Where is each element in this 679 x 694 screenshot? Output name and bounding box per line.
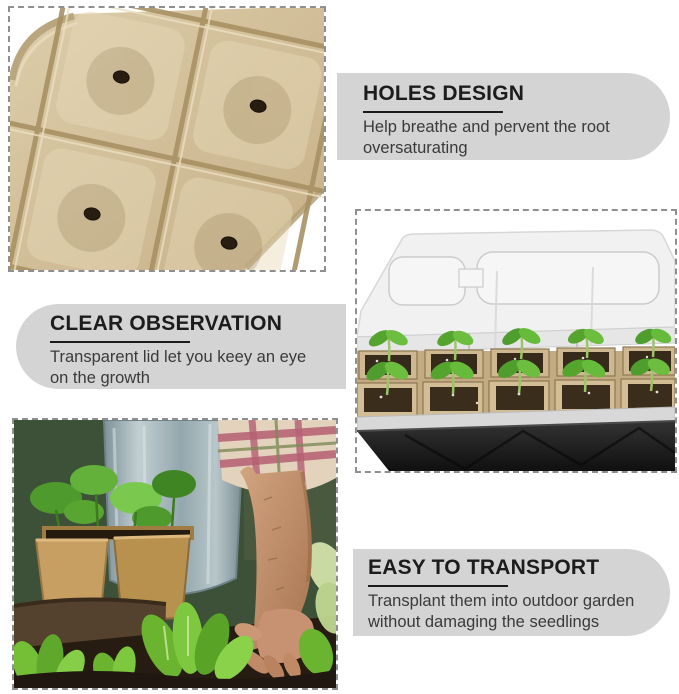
peat-pots	[357, 347, 675, 417]
title-underline	[368, 585, 508, 587]
black-base	[357, 421, 675, 471]
pulp-tray-illustration	[10, 8, 324, 270]
feature-title: HOLES DESIGN	[363, 82, 525, 105]
title-underline	[363, 111, 503, 113]
feature-description: Transplant them into outdoor garden without damaging the seedlings	[368, 592, 635, 631]
title-underline	[50, 341, 190, 343]
feature-title: CLEAR OBSERVATION	[50, 312, 283, 335]
lidded-tray-photo	[355, 209, 677, 473]
feature-clear-observation	[16, 304, 346, 389]
feature-holes-design	[337, 73, 670, 160]
feature-description: Transparent lid let you keey an eye on the growth	[50, 348, 307, 387]
pulp-tray-photo	[8, 6, 326, 272]
feature-title: EASY TO TRANSPORT	[368, 556, 600, 579]
lidded-tray-illustration	[357, 211, 675, 471]
feature-easy-to-transport	[353, 549, 670, 636]
transplanting-photo	[12, 418, 338, 690]
garden-illustration	[14, 420, 336, 688]
feature-description: Help breathe and pervent the root oversaturating	[363, 118, 610, 157]
